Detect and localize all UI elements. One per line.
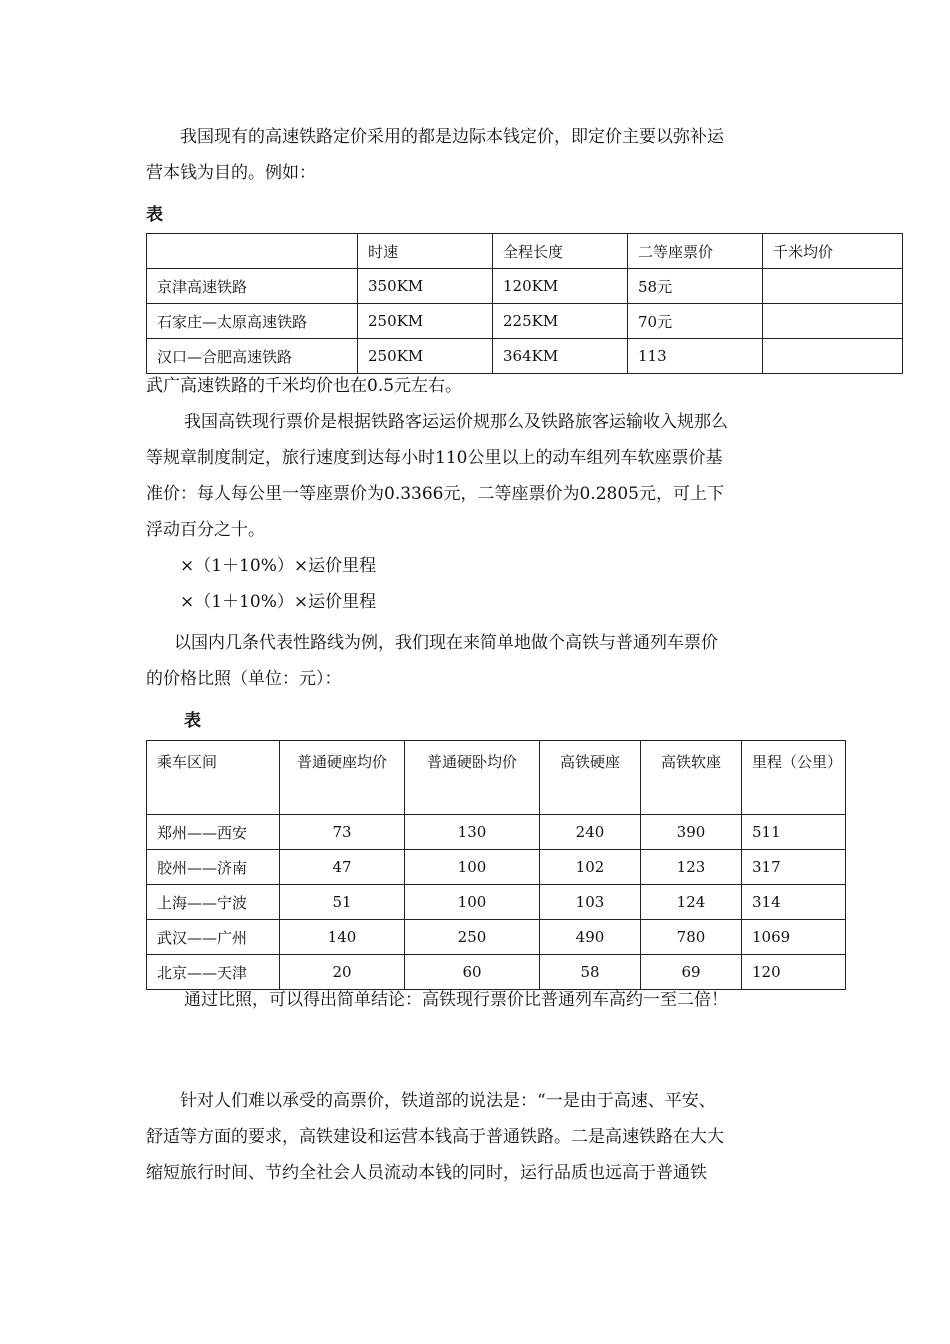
table-header-cell: 高铁软座	[641, 741, 742, 815]
table-cell: 113	[628, 339, 763, 374]
table-cell	[763, 304, 903, 339]
intro-paragraph	[146, 119, 806, 191]
table-cell: 武汉——广州	[147, 920, 280, 955]
table-cell: 汉口—合肥高速铁路	[147, 339, 358, 374]
table-cell: 70元	[628, 304, 763, 339]
table-header-row	[147, 741, 846, 815]
table-cell: 20	[280, 955, 405, 990]
pricing-line-2: 等规章制度制定，旅行速度到达每小时110公里以上的动车组列车软座票价基	[146, 448, 723, 468]
table-cell: 北京——天津	[147, 955, 280, 990]
table-header-cell	[147, 234, 358, 269]
table-cell: 上海——宁波	[147, 885, 280, 920]
table-cell: 58	[540, 955, 641, 990]
intro-line-1: 我国现有的高速铁路定价采用的都是边际本钱定价，即定价主要以弥补运	[180, 127, 724, 147]
table-cell: 郑州——西安	[147, 815, 280, 850]
table-header-cell: 乘车区间	[147, 741, 280, 815]
intro-line-2: 营本钱为目的。例如：	[146, 163, 316, 183]
table-cell: 364KM	[493, 339, 628, 374]
table-cell: 490	[540, 920, 641, 955]
table-cell: 京津高速铁路	[147, 269, 358, 304]
pricing-line-1: 我国高铁现行票价是根据铁路客运运价规那么及铁路旅客运输收入规那么	[184, 412, 728, 432]
table-cell: 123	[641, 850, 742, 885]
table-header-cell: 时速	[358, 234, 493, 269]
high-speed-rail-table	[146, 233, 903, 374]
ministry-line-1: 针对人们难以承受的高票价，铁道部的说法是：“一是由于高速、平安、	[180, 1091, 716, 1111]
table-header-cell: 高铁硬座	[540, 741, 641, 815]
table-header-cell: 千米均价	[763, 234, 903, 269]
table-cell: 314	[742, 885, 846, 920]
table-cell: 130	[405, 815, 540, 850]
table-cell: 69	[641, 955, 742, 990]
table-header-row	[147, 234, 903, 269]
ministry-line-2: 舒适等方面的要求，高铁建设和运营本钱高于普通铁路。二是高速铁路在大大	[146, 1127, 724, 1147]
compare-paragraph	[146, 625, 806, 697]
table-header-cell: 里程（公里）	[742, 741, 846, 815]
table-cell: 102	[540, 850, 641, 885]
table-cell	[763, 269, 903, 304]
pricing-formula-2: ×（1＋10%）×运价里程	[180, 592, 377, 612]
table-row	[147, 885, 846, 920]
table-cell: 73	[280, 815, 405, 850]
table-cell: 250KM	[358, 304, 493, 339]
table-cell: 100	[405, 850, 540, 885]
pricing-line-3: 准价：每人每公里一等座票价为0.3366元，二等座票价为0.2805元，可上下	[146, 484, 724, 504]
table2-caption: 表	[184, 711, 201, 731]
ministry-line-3: 缩短旅行时间、节约全社会人员流动本钱的同时，运行品质也远高于普通铁	[146, 1163, 707, 1183]
table-cell: 47	[280, 850, 405, 885]
table-header-cell: 全程长度	[493, 234, 628, 269]
table1-caption: 表	[146, 205, 163, 225]
table-cell: 石家庄—太原高速铁路	[147, 304, 358, 339]
table-cell: 250	[405, 920, 540, 955]
table-cell: 103	[540, 885, 641, 920]
table-row	[147, 304, 903, 339]
pricing-paragraph	[146, 404, 806, 620]
table-cell: 240	[540, 815, 641, 850]
table-cell: 780	[641, 920, 742, 955]
table-cell: 60	[405, 955, 540, 990]
table-cell: 350KM	[358, 269, 493, 304]
table-cell: 胶州——济南	[147, 850, 280, 885]
table-cell: 390	[641, 815, 742, 850]
table-row	[147, 850, 846, 885]
conclusion-text: 通过比照，可以得出简单结论：高铁现行票价比普通列车高约一至二倍！	[184, 990, 728, 1010]
table-row	[147, 815, 846, 850]
table-cell: 124	[641, 885, 742, 920]
table-cell: 58元	[628, 269, 763, 304]
ministry-paragraph	[146, 1083, 806, 1191]
compare-line-2: 的价格比照（单位：元）：	[146, 669, 342, 689]
table-cell: 250KM	[358, 339, 493, 374]
table-cell: 140	[280, 920, 405, 955]
table-cell: 120KM	[493, 269, 628, 304]
table-row	[147, 920, 846, 955]
table-header-cell: 普通硬座均价	[280, 741, 405, 815]
pricing-line-4: 浮动百分之十。	[146, 520, 265, 540]
table-cell: 120	[742, 955, 846, 990]
compare-line-1: 以国内几条代表性路线为例，我们现在来简单地做个高铁与普通列车票价	[174, 633, 718, 653]
table-cell: 317	[742, 850, 846, 885]
pricing-formula-1: ×（1＋10%）×运价里程	[180, 556, 377, 576]
table-cell: 100	[405, 885, 540, 920]
table-row	[147, 269, 903, 304]
price-comparison-table	[146, 740, 846, 990]
table-cell: 511	[742, 815, 846, 850]
table-cell: 225KM	[493, 304, 628, 339]
table-cell: 1069	[742, 920, 846, 955]
table-header-cell: 二等座票价	[628, 234, 763, 269]
table-header-cell: 普通硬卧均价	[405, 741, 540, 815]
table-cell: 51	[280, 885, 405, 920]
after-table1-text: 武广高速铁路的千米均价也在0.5元左右。	[146, 376, 463, 396]
